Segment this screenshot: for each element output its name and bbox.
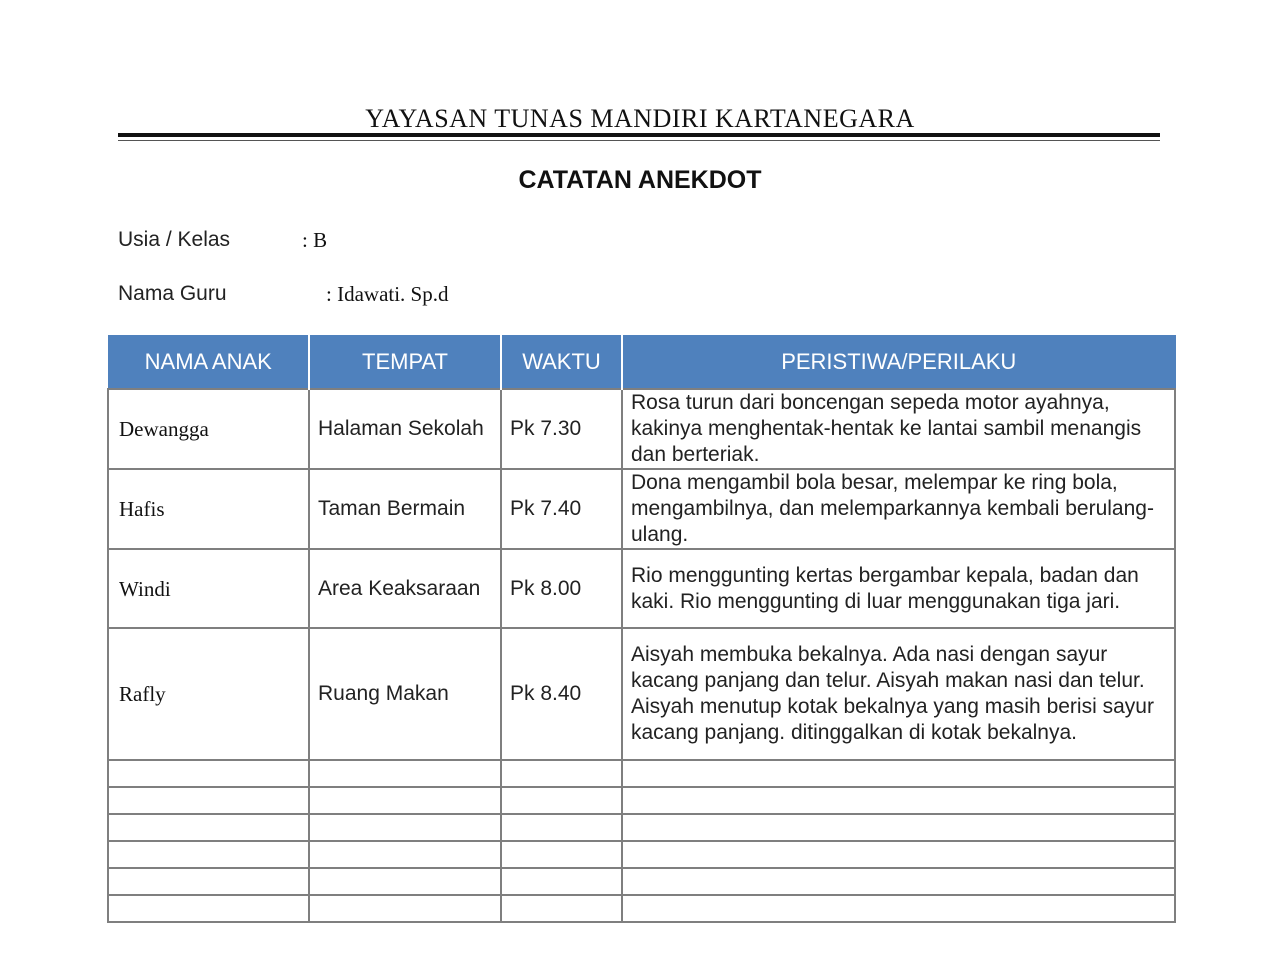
column-header-time: WAKTU — [501, 335, 622, 389]
table-row — [108, 389, 1175, 469]
empty-cell — [622, 868, 1175, 895]
empty-row — [108, 841, 1175, 868]
empty-cell — [108, 895, 309, 922]
empty-cell — [108, 760, 309, 787]
empty-cell — [622, 787, 1175, 814]
empty-cell — [501, 760, 622, 787]
child-name: Rafly — [108, 628, 309, 760]
empty-row — [108, 814, 1175, 841]
empty-cell — [501, 814, 622, 841]
child-name: Dewangga — [108, 389, 309, 469]
child-name: Windi — [108, 549, 309, 628]
place-cell: Ruang Makan — [309, 628, 501, 760]
header-rule — [118, 133, 1160, 137]
table-row — [108, 628, 1175, 760]
class-value: : B — [302, 228, 328, 252]
empty-cell — [501, 895, 622, 922]
empty-cell — [108, 814, 309, 841]
empty-cell — [622, 760, 1175, 787]
empty-row — [108, 895, 1175, 922]
time-cell: Pk 7.30 — [501, 389, 622, 469]
header-rule-thin — [118, 140, 1160, 141]
column-header-name: NAMA ANAK — [108, 335, 309, 389]
empty-cell — [108, 787, 309, 814]
teacher-value: : Idawati. Sp.d — [326, 282, 449, 306]
empty-cell — [309, 841, 501, 868]
anecdote-table — [107, 335, 1176, 923]
place-cell: Taman Bermain — [309, 469, 501, 549]
place-cell: Area Keaksaraan — [309, 549, 501, 628]
organization-name: YAYASAN TUNAS MANDIRI KARTANEGARA — [365, 104, 915, 133]
empty-cell — [501, 787, 622, 814]
empty-cell — [309, 787, 501, 814]
class-label: Usia / Kelas — [118, 228, 231, 251]
column-header-event: PERISTIWA/PERILAKU — [622, 335, 1175, 389]
child-name: Hafis — [108, 469, 309, 549]
empty-cell — [108, 868, 309, 895]
empty-cell — [309, 868, 501, 895]
empty-cell — [309, 760, 501, 787]
table-header-row — [108, 335, 1175, 389]
empty-row — [108, 760, 1175, 787]
teacher-label: Nama Guru — [118, 282, 227, 305]
empty-cell — [622, 895, 1175, 922]
time-cell: Pk 8.00 — [501, 549, 622, 628]
event-cell: Rosa turun dari boncengan sepeda motor ayahnya, kakinya menghentak-hentak ke lantai sambil menangis dan berteriak. — [622, 389, 1175, 469]
column-header-place: TEMPAT — [309, 335, 501, 389]
time-cell: Pk 7.40 — [501, 469, 622, 549]
empty-cell — [309, 814, 501, 841]
table-row — [108, 469, 1175, 549]
empty-cell — [501, 841, 622, 868]
empty-cell — [622, 814, 1175, 841]
event-cell: Dona mengambil bola besar, melempar ke ring bola, mengambilnya, dan melemparkannya kembali berulang- ulang. — [622, 469, 1175, 549]
document-title: CATATAN ANEKDOT — [518, 166, 762, 194]
empty-cell — [309, 895, 501, 922]
empty-row — [108, 787, 1175, 814]
event-cell: Rio menggunting kertas bergambar kepala, badan dan kaki. Rio menggunting di luar menggunakan tiga jari. — [622, 549, 1175, 628]
place-cell: Halaman Sekolah — [309, 389, 501, 469]
empty-cell — [108, 841, 309, 868]
empty-cell — [622, 841, 1175, 868]
event-cell: Aisyah membuka bekalnya. Ada nasi dengan sayur kacang panjang dan telur. Aisyah makan nasi dan telur. Aisyah menutup kotak bekalnya yang masih berisi sayur kacang panjang. ditinggalkan di kotak bekalnya. — [622, 628, 1175, 760]
empty-cell — [501, 868, 622, 895]
table-row — [108, 549, 1175, 628]
time-cell: Pk 8.40 — [501, 628, 622, 760]
empty-row — [108, 868, 1175, 895]
